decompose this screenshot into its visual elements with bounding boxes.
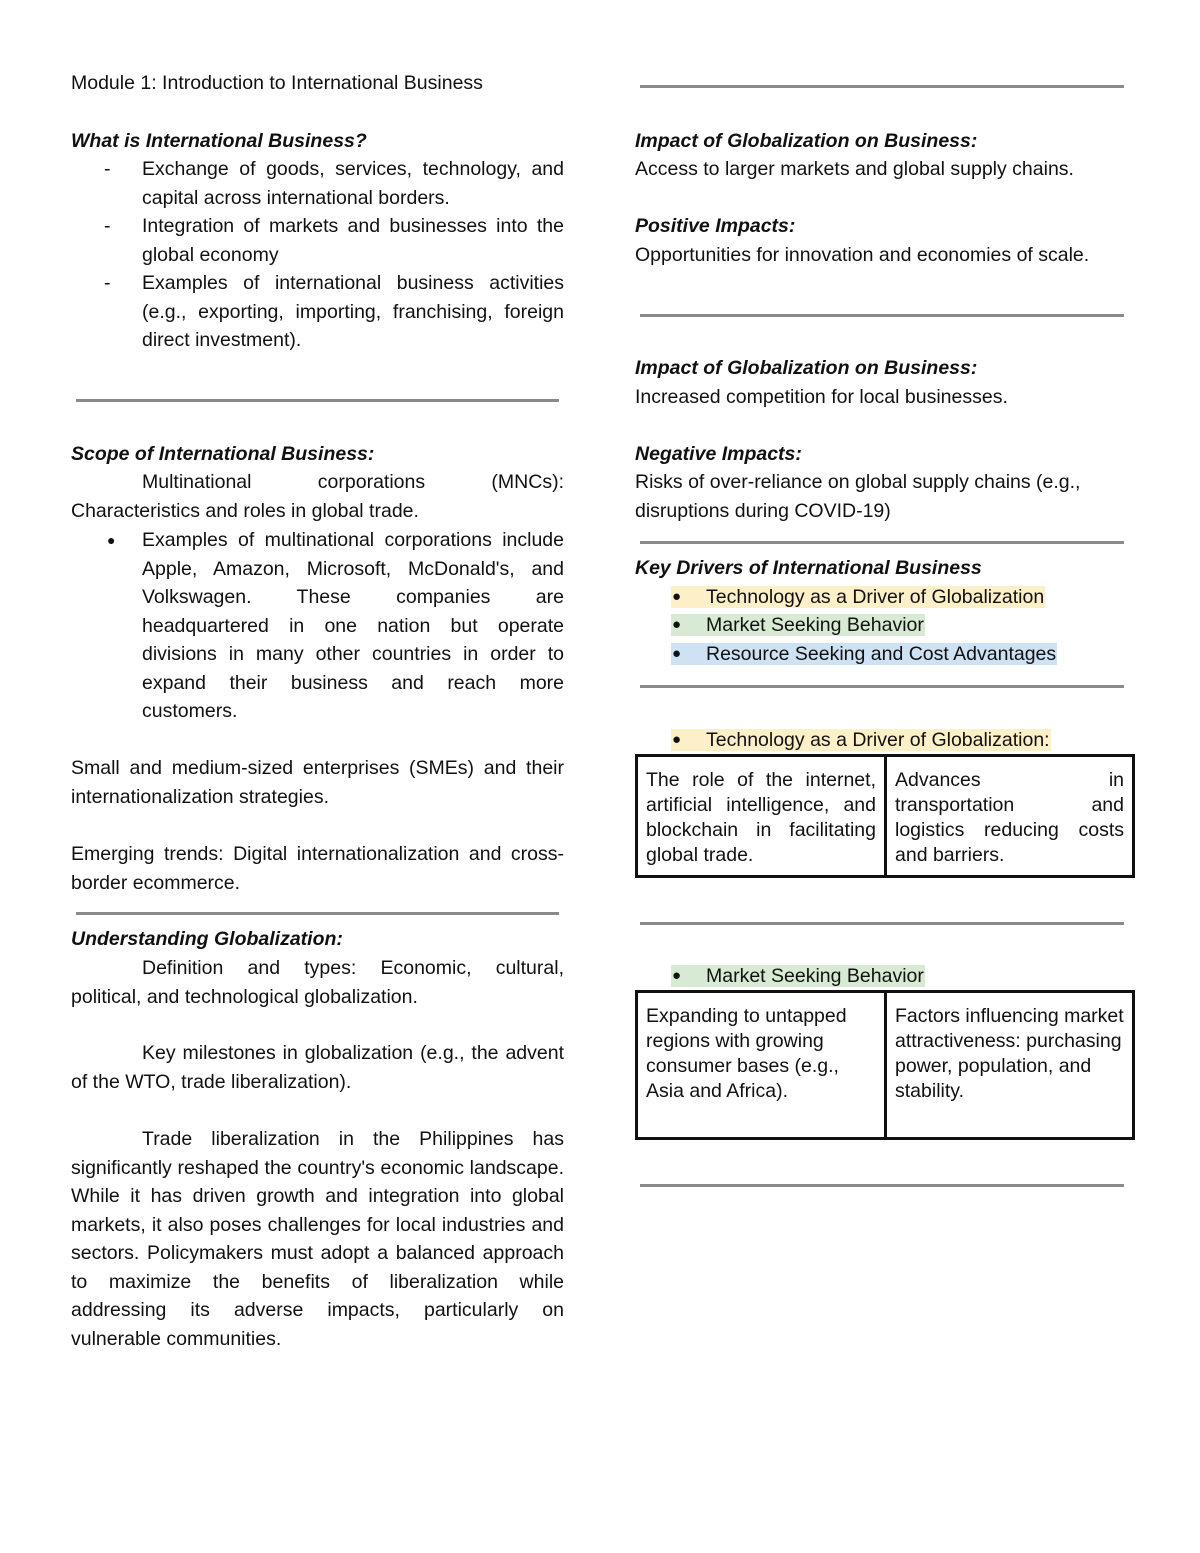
section-divider [640,922,1124,925]
driver-label: Market Seeking Behavior [706,614,924,636]
impact-text-2: Increased competition for local businesses. [635,386,1008,408]
scope-trends-text: Emerging trends: Digital internationalization and cross-border ecommerce. [71,843,564,894]
bullet-icon: ● [672,731,682,748]
list-item: - Integration of markets and businesses into the global economy [142,212,564,269]
bullet-icon: ● [672,616,682,633]
market-seeking-title: Market Seeking Behavior [706,965,924,987]
impact-heading-2: Impact of Globalization on Business: [635,357,978,379]
key-drivers-heading: Key Drivers of International Business [635,557,982,579]
technology-driver-title: Technology as a Driver of Globalization: [706,729,1050,751]
technology-driver-label [671,726,1051,755]
list-item: - Exchange of goods, services, technology, and capital across international borders. [142,155,564,212]
market-seeking-label [671,962,925,991]
table-cell: Factors influencing market attractiveness: purchasing power, population, and stability. [886,992,1134,1139]
section-divider [640,314,1124,317]
positive-impacts-heading: Positive Impacts: [635,215,796,237]
bullet-icon: ● [672,588,682,605]
table-cell: The role of the internet, artificial intelligence, and blockchain in facilitating global trade. [637,756,886,877]
what-is-ib-list [71,155,564,355]
section-divider [76,912,559,915]
positive-impacts-text: Opportunities for innovation and economies of scale. [635,244,1090,266]
section-divider [640,1184,1124,1187]
section-divider [640,685,1124,688]
section-divider [640,85,1124,88]
table-row [637,992,1134,1139]
module-title: Module 1: Introduction to International Business [71,72,483,94]
driver-label: Resource Seeking and Cost Advantages [706,643,1057,665]
list-item: - Examples of international business activities (e.g., exporting, importing, franchising, foreign direct investment). [142,269,564,355]
driver-item-technology [671,583,1045,612]
trade-liberalization-paragraph: Trade liberalization in the Philippines has significantly reshaped the country's economic landscape. While it has driven growth and integration into global markets, it also poses challenges for local industries and sectors. Policymakers must adopt a balanced approach to maximize the benefits of liberalization while addressing its adverse impacts, particularly on vulnerable communities. [71,1128,564,1350]
technology-table [635,754,1135,878]
scope-sme-text: Small and medium-sized enterprises (SMEs) and their internationalization strategies. [71,757,564,808]
bullet-icon: ● [672,645,682,662]
what-is-ib-heading: What is International Business? [71,130,367,152]
globalization-definition: Definition and types: Economic, cultural, political, and technological globalization. [71,957,564,1008]
driver-label: Technology as a Driver of Globalization [706,586,1045,608]
bullet-icon: ● [672,967,682,984]
section-divider [76,399,559,402]
market-seeking-table [635,990,1135,1140]
driver-item-resource [671,640,1057,669]
globalization-heading: Understanding Globalization: [71,928,343,950]
negative-impacts-heading: Negative Impacts: [635,443,802,465]
negative-impacts-text: Risks of over-reliance on global supply chains (e.g., disruptions during COVID-19) [635,471,1081,522]
impact-text-1: Access to larger markets and global supply chains. [635,158,1074,180]
scope-bullet-list [71,526,564,726]
impact-heading-1: Impact of Globalization on Business: [635,130,978,152]
table-cell: Expanding to untapped regions with growing consumer bases (e.g., Asia and Africa). [637,992,886,1139]
driver-item-market [671,611,925,640]
table-row [637,756,1134,877]
scope-mnc-text: Multinational corporations (MNCs): Characteristics and roles in global trade. [71,471,564,522]
table-cell: Advances in transportation and logistics reducing costs and barriers. [886,756,1134,877]
scope-heading: Scope of International Business: [71,443,375,465]
globalization-milestones: Key milestones in globalization (e.g., the advent of the WTO, trade liberalization). [71,1042,564,1093]
list-item: ● Examples of multinational corporations include Apple, Amazon, Microsoft, McDonald's, and Volkswagen. These companies are headquartered in one nation but operate divisions in many other countries in order to expand their business and reach more customers. [142,526,564,726]
section-divider [640,541,1124,544]
